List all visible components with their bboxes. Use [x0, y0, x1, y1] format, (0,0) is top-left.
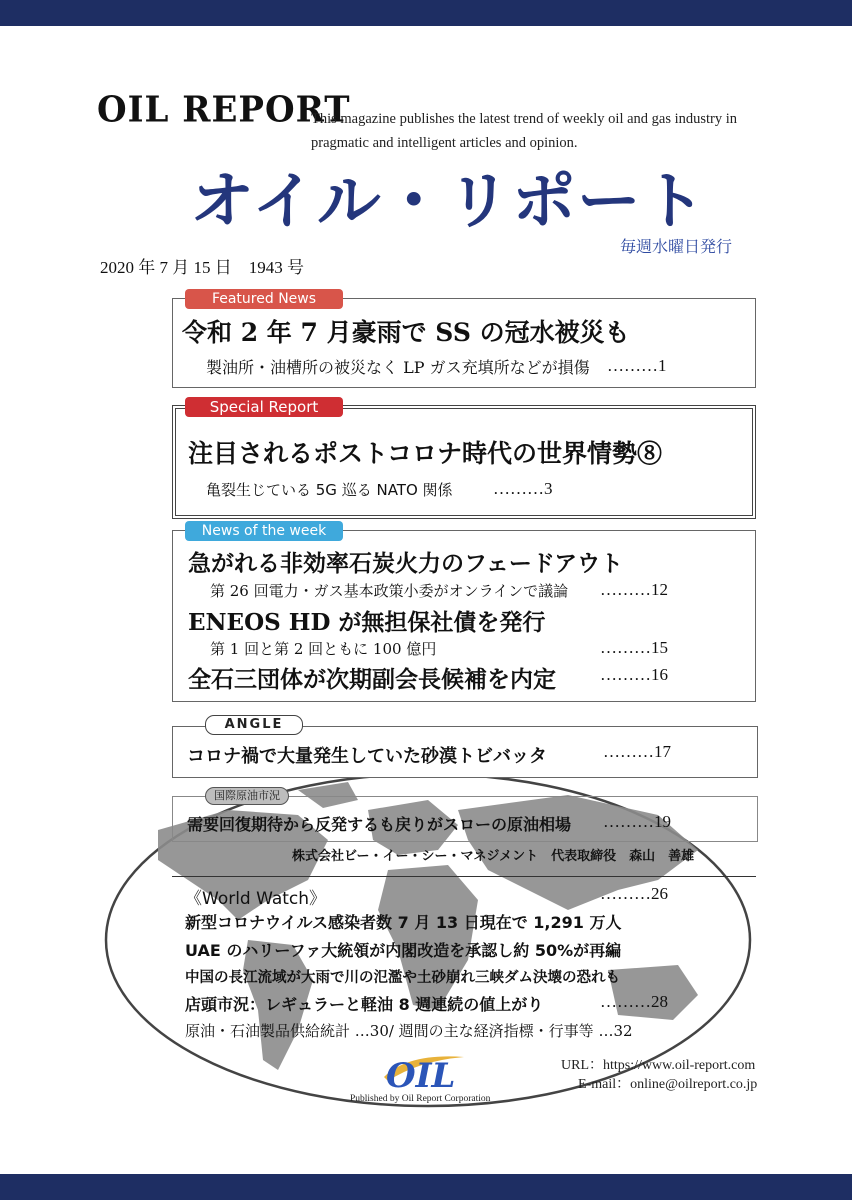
world-watch-title[interactable]: 《World Watch》 [185, 889, 327, 909]
shop-price-headline[interactable]: 店頭市況：レギュラーと軽油 8 週連続の値上がり [185, 995, 544, 1014]
market-headline[interactable]: 需要回復期待から反発するも戻りがスローの原油相場 [187, 815, 572, 834]
news-headline-2[interactable]: ENEOS HD が無担保社債を発行 [188, 609, 546, 636]
angle-headline[interactable]: コロナ禍で大量発生していた砂漠トビバッタ [187, 746, 547, 767]
world-line-2: UAE のハリーファ大統領が内閣改造を承認し約 50%が再編 [185, 941, 622, 960]
featured-page: ………1 [607, 356, 667, 375]
oil-logo [378, 1047, 468, 1097]
footer-url[interactable]: URL：https://www.oil-report.com [561, 1058, 756, 1073]
news-sub-1: 第 26 回電力・ガス基本政策小委がオンラインで議論 [210, 582, 569, 600]
world-line-1: 新型コロナウイルス感染者数 7 月 13 日現在で 1,291 万人 [185, 913, 622, 932]
news-headline-1[interactable]: 急がれる非効率石炭火力のフェードアウト [188, 550, 624, 577]
oil-logo-icon [378, 1047, 468, 1093]
market-author: 株式会社ビー・イー・シー・マネジメント 代表取締役 森山 善雄 [292, 849, 695, 864]
publication-frequency: 毎週水曜日発行 [620, 237, 733, 256]
news-page-1: ………12 [600, 580, 668, 599]
special-headline[interactable]: 注目されるポストコロナ時代の世界情勢⑧ [188, 439, 663, 468]
news-sub-2: 第 1 回と第 2 回ともに 100 億円 [210, 640, 437, 658]
featured-sub: 製油所・油槽所の被災なく LP ガス充填所などが損傷 [206, 358, 590, 377]
brand-logo: OIL REPORT [97, 89, 351, 131]
world-line-3: 中国の長江流域が大雨で川の氾濫や土砂崩れ三峡ダム決壊の恐れも [185, 970, 620, 986]
bottom-band [0, 1174, 852, 1200]
angle-tag: ANGLE [205, 715, 303, 735]
world-watch-page: ………26 [600, 884, 668, 903]
svg-text:OIL: OIL [386, 1056, 456, 1093]
news-page-2: ………15 [600, 638, 668, 657]
shop-price-page: ………28 [600, 992, 668, 1011]
news-week-tag: News of the week [185, 521, 343, 541]
publisher: Published by Oil Report Corporation [350, 1094, 491, 1104]
featured-news-tag: Featured News [185, 289, 343, 309]
angle-page: ………17 [603, 742, 671, 761]
top-band [0, 0, 852, 26]
news-headline-3[interactable]: 全石三団体が次期副会長候補を内定 [188, 666, 556, 693]
issue-date: 2020 年 7 月 15 日 1943 号 [100, 258, 304, 277]
page-title: オイル・リポート [190, 165, 707, 239]
divider [172, 876, 756, 877]
stats-line: 原油・石油製品供給統計 …30/ 週間の主な経済指標・行事等 …32 [185, 1022, 633, 1040]
featured-headline[interactable]: 令和 2 年 7 月豪雨で SS の冠水被災も [182, 318, 630, 347]
special-page: ………3 [493, 479, 553, 498]
special-report-tag: Special Report [185, 397, 343, 417]
footer-email[interactable]: E-mail：online@oilreport.co.jp [578, 1077, 758, 1092]
special-sub: 亀裂生じている 5G 巡る NATO 関係 [206, 481, 453, 499]
tagline: This magazine publishes the latest trend of weekly oil and gas industry in pragmatic and intelligent articles and opinion. [311, 111, 738, 151]
news-page-3: ………16 [600, 665, 668, 684]
market-tag: 国際原油市況 [205, 787, 289, 805]
market-page: ………19 [603, 812, 671, 831]
